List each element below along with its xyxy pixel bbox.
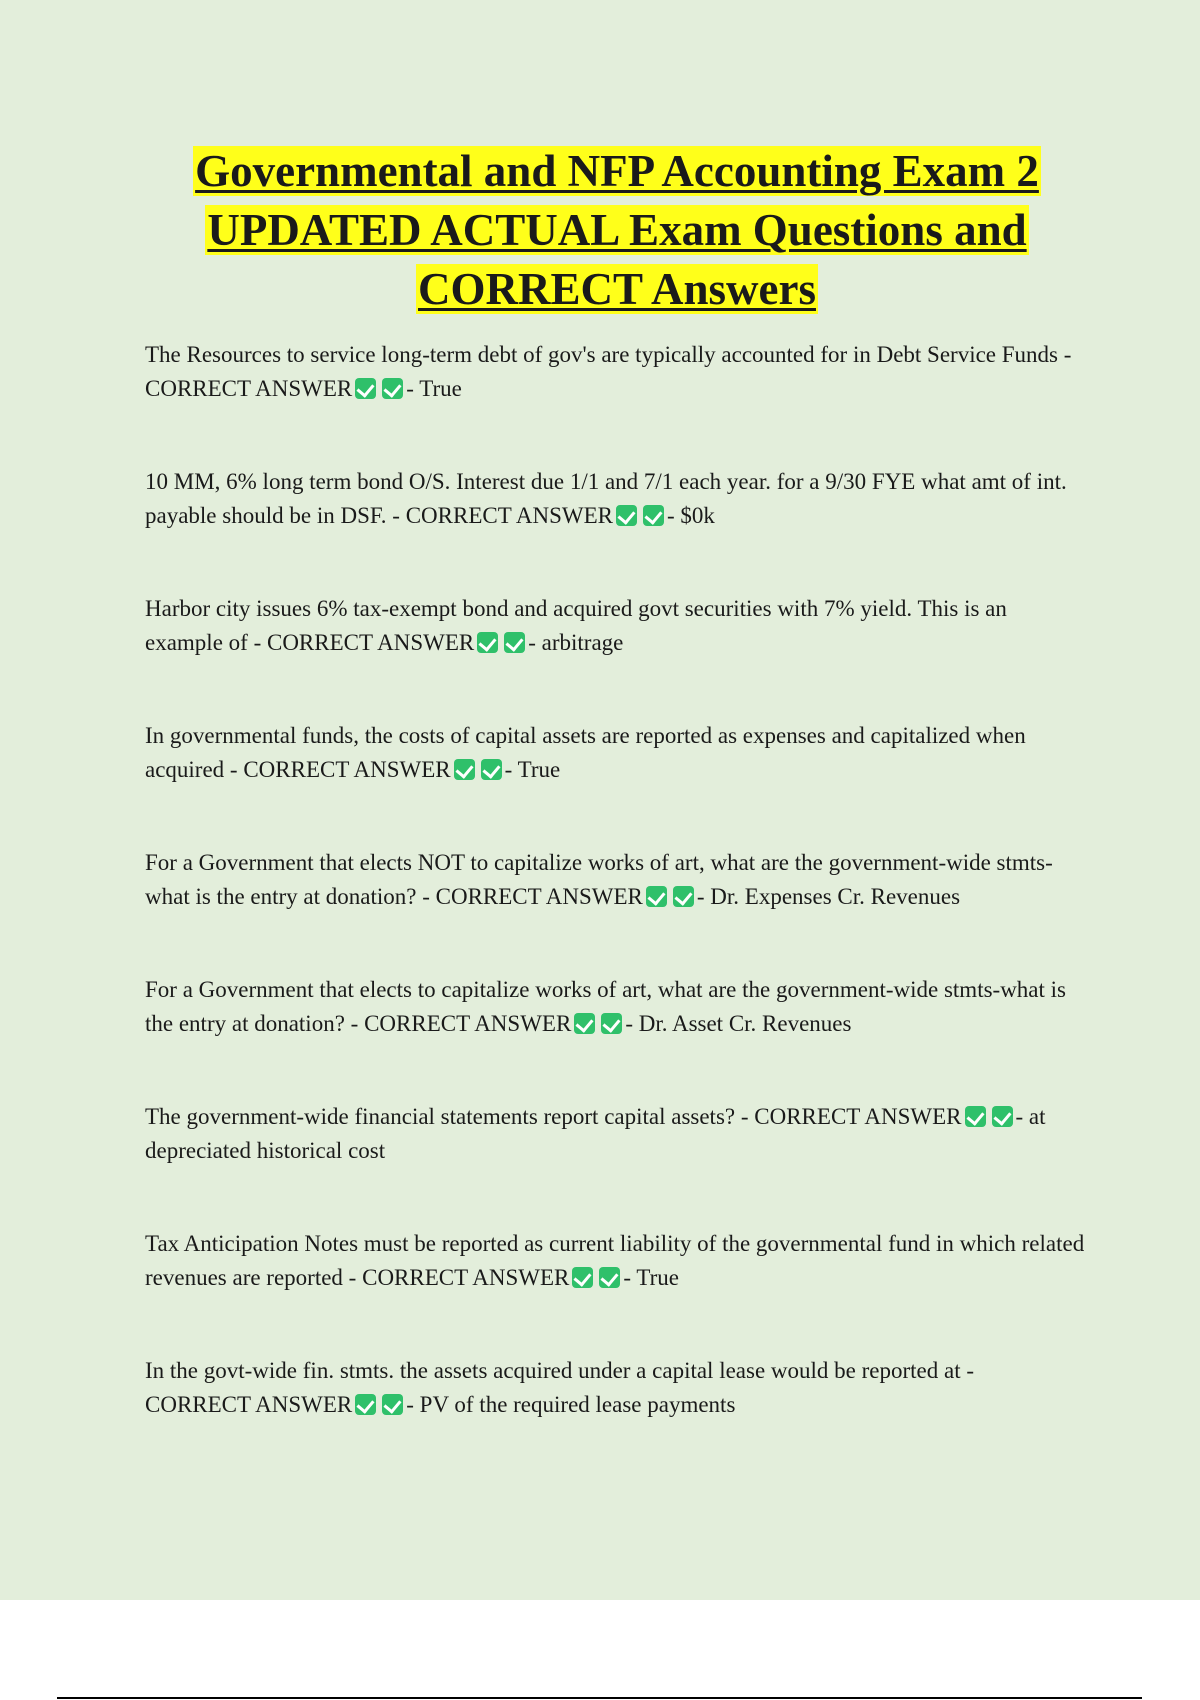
answer-label: CORRECT ANSWER bbox=[435, 884, 643, 909]
check-icon bbox=[504, 632, 525, 653]
title-line-3: CORRECT Answers bbox=[418, 264, 816, 314]
check-icon bbox=[599, 1267, 620, 1288]
question-text: For a Government that elects NOT to capitalize works of art, what are the government-wide stmts-what is the entry at donation? - bbox=[145, 850, 1053, 909]
question-text: Tax Anticipation Notes must be reported as current liability of the governmental fund in which related revenues are reported - bbox=[145, 1231, 1085, 1290]
question-text: 10 MM, 6% long term bond O/S. Interest due 1/1 and 7/1 each year. for a 9/30 FYE what amt of int. payable should be in DSF. - bbox=[145, 469, 1067, 528]
check-icon bbox=[572, 1267, 593, 1288]
question-text: In governmental funds, the costs of capital assets are reported as expenses and capitalized when acquired - bbox=[145, 723, 1026, 782]
answer-text: - at depreciated historical cost bbox=[145, 1104, 1046, 1163]
answer-text: - True bbox=[504, 757, 561, 782]
check-icon bbox=[574, 1013, 595, 1034]
check-icon bbox=[601, 1013, 622, 1034]
qa-item bbox=[145, 1227, 1085, 1295]
answer-label: CORRECT ANSWER bbox=[362, 1265, 570, 1290]
check-icon bbox=[992, 1106, 1013, 1127]
answer-text: - Dr. Expenses Cr. Revenues bbox=[696, 884, 961, 909]
title-line-2: UPDATED ACTUAL Exam Questions and bbox=[207, 205, 1027, 255]
answer-label: CORRECT ANSWER bbox=[145, 376, 353, 401]
qa-item bbox=[145, 1100, 1085, 1168]
qa-item bbox=[145, 973, 1085, 1041]
check-icon bbox=[477, 632, 498, 653]
question-text: For a Government that elects to capitalize works of art, what are the government-wide stmts-what is the entry at donation? - bbox=[145, 977, 1066, 1036]
question-text: The government-wide financial statements report capital assets? - bbox=[145, 1104, 755, 1129]
check-icon bbox=[355, 1394, 376, 1415]
document-title bbox=[100, 142, 1134, 319]
question-text: Harbor city issues 6% tax-exempt bond and acquired govt securities with 7% yield. This is an example of - bbox=[145, 596, 1007, 655]
qa-item bbox=[145, 719, 1085, 787]
answer-label: CORRECT ANSWER bbox=[243, 757, 451, 782]
qa-item bbox=[145, 465, 1085, 533]
qa-item bbox=[145, 338, 1085, 406]
check-icon bbox=[481, 759, 502, 780]
qa-item bbox=[145, 592, 1085, 660]
answer-text: - arbitrage bbox=[528, 630, 624, 655]
check-icon bbox=[382, 378, 403, 399]
answer-label: CORRECT ANSWER bbox=[754, 1104, 962, 1129]
title-line-1: Governmental and NFP Accounting Exam 2 bbox=[195, 146, 1039, 196]
check-icon bbox=[616, 505, 637, 526]
qa-item bbox=[145, 1354, 1085, 1422]
answer-label: CORRECT ANSWER bbox=[364, 1011, 572, 1036]
check-icon bbox=[355, 378, 376, 399]
check-icon bbox=[965, 1106, 986, 1127]
answer-label: CORRECT ANSWER bbox=[145, 1392, 353, 1417]
qa-item bbox=[145, 846, 1085, 914]
footer-divider bbox=[57, 1697, 1142, 1699]
question-text: In the govt-wide fin. stmts. the assets acquired under a capital lease would be reported at - bbox=[145, 1358, 974, 1383]
answer-text: - PV of the required lease payments bbox=[406, 1392, 736, 1417]
check-icon bbox=[673, 886, 694, 907]
check-icon bbox=[454, 759, 475, 780]
answer-label: CORRECT ANSWER bbox=[405, 503, 613, 528]
check-icon bbox=[646, 886, 667, 907]
answer-label: CORRECT ANSWER bbox=[266, 630, 475, 655]
question-text: The Resources to service long-term debt of gov's are typically accounted for in Debt Service Funds - bbox=[145, 342, 1072, 367]
answer-text: - True bbox=[623, 1265, 679, 1290]
check-icon bbox=[382, 1394, 403, 1415]
check-icon bbox=[643, 505, 664, 526]
answer-text: - Dr. Asset Cr. Revenues bbox=[625, 1011, 852, 1036]
answer-text: - True bbox=[406, 376, 462, 401]
answer-text: - $0k bbox=[666, 503, 715, 528]
